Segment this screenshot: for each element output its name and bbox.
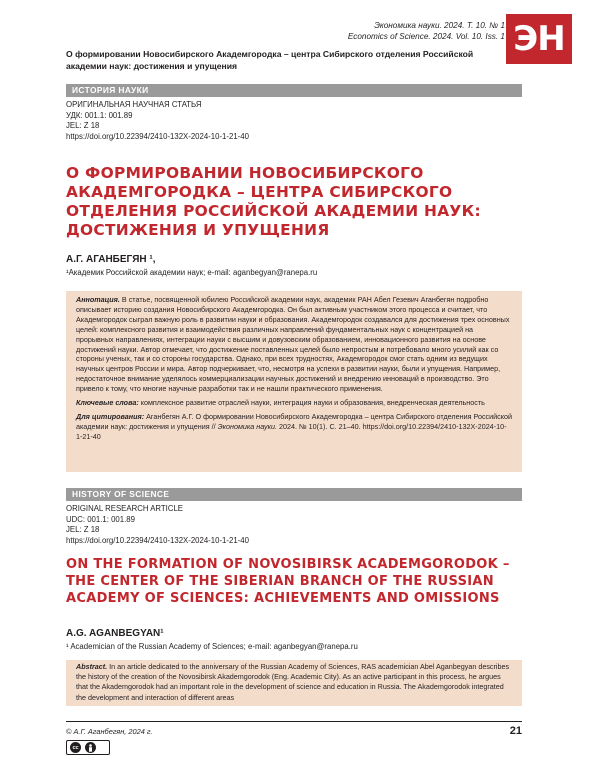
abstract-box-en xyxy=(66,660,522,706)
article-title-en: ON THE FORMATION OF NOVOSIBIRSK ACADEMGORODOK – THE CENTER OF THE SIBERIAN BRANCH OF THE RUSSIAN ACADEMY OF SCIENCES: ACHIEVEMENTS AND OMISSIONS xyxy=(66,557,510,606)
section-bar-ru: ИСТОРИЯ НАУКИ xyxy=(66,84,522,97)
udc-code: УДК: 001.1: 001.89 xyxy=(66,110,133,120)
author-name-ru: А.Г. АГАНБЕГЯН ¹, xyxy=(66,254,156,265)
cc-logo-icon: cc xyxy=(70,742,81,753)
citation-label: Для цитирования: xyxy=(76,411,145,421)
page-number: 21 xyxy=(509,725,522,737)
person-icon xyxy=(85,742,96,753)
citation-tail: 2024. № 10(1). С. 21–40. https://doi.org/10.22394/2410-132X-2024-10-1-21-40 xyxy=(76,421,507,441)
jel-code: JEL: Z 18 xyxy=(66,121,100,130)
journal-name-en: Economics of Science. 2024. Vol. 10. Iss. 1 xyxy=(347,32,505,41)
footer-divider xyxy=(66,721,522,722)
keywords-ru xyxy=(76,398,512,408)
abstract-ru xyxy=(76,295,512,394)
udc-code-en: UDC: 001.1: 001.89 xyxy=(66,514,135,524)
jel-code-en: JEL: Z 18 xyxy=(66,525,100,534)
article-type: ОРИГИНАЛЬНАЯ НАУЧНАЯ СТАТЬЯ xyxy=(66,100,202,109)
citation-text: Аганбегян А.Г. О формировании Новосибирского Академгородка – центра Сибирского отделения Российской академии наук: достижения и упущения // xyxy=(76,411,512,431)
doi-link[interactable]: https://doi.org/10.22394/2410-132X-2024-10-1-21-40 xyxy=(66,131,249,141)
author-name-en: A.G. AGANBEGYAN¹ xyxy=(66,628,164,639)
copyright-notice: © А.Г. Аганбегян, 2024 г. xyxy=(66,727,153,736)
doi-link-en[interactable]: https://doi.org/10.22394/2410-132X-2024-10-1-21-40 xyxy=(66,535,249,545)
citation-journal: Экономика науки. xyxy=(217,421,277,431)
abstract-label: Аннотация. xyxy=(76,295,120,304)
author-affiliation-ru: ¹Академик Российской академии наук; e-mail: aganbegyan@ranepa.ru xyxy=(66,268,318,277)
abstract-text: В статье, посвященной юбилею Российской академии наук, академик РАН Абел Гезевич Аганбегян подробно описывает историю создания Новосибирского Академгородка. Он был активным участником этого процесса и считает, что Академгородок сыграл важную роль в развитии науки и образования. Академгородок создавался для достижения трех основных целей: комплексного развития и взаимодействия различных направлений фундаментальных наук с концентрацией на прорывных направлениях, интеграции науки с высшим и довузовским образованием, инновационного развития на основе достижений науки. Автор отмечает, что достижение поставленных целей было непростым и потребовало много усилий как со стороны ученых, так и со стороны государства. Однако, при всех трудностях, Академгородок смог стать одним из ведущих научных центров России и мира. Автор подчеркивает, что, несмотря на успехи в развитии науки, были и упущения. Например, недостаточное внимание уделялось коммерциализации научных достижений и внедрению инноваций в производство. Это привело к тому, что многие научные разработки так и не нашли практического применения. xyxy=(76,295,510,394)
article-title-ru: О ФОРМИРОВАНИИ НОВОСИБИРСКОГО АКАДЕМГОРОДКА – ЦЕНТРА СИБИРСКОГО ОТДЕЛЕНИЯ РОССИЙСКОЙ АКАДЕМИИ НАУК: ДОСТИЖЕНИЯ И УПУЩЕНИЯ xyxy=(66,164,481,239)
article-type-en: ORIGINAL RESEARCH ARTICLE xyxy=(66,504,183,513)
abstract-label-en: Abstract. xyxy=(76,662,108,671)
keywords-text: комплексное развитие отраслей науки, интеграция науки и образования, внедренческая деятельность xyxy=(138,398,485,408)
section-bar-en: HISTORY OF SCIENCE xyxy=(66,488,522,501)
citation-ru xyxy=(76,412,512,442)
journal-name-ru: Экономика науки. 2024. Т. 10. № 1 xyxy=(374,21,505,30)
abstract-text-en: In an article dedicated to the anniversary of the Russian Academy of Sciences, RAS academician Abel Aganbegyan describes the history of the creation of the Novosibirsk Akademgorodok (Eng. Academic City). As an active participant in this process, he argues that the Akademgorodok had an important role in the development of science and education in Russia. The Akademgorodok integrated the development and interaction of different areas xyxy=(76,662,510,702)
abstract-box-ru xyxy=(66,291,522,472)
running-title: О формировании Новосибирского Академгородка – центра Сибирского отделения Российской академии наук: достижения и упущения xyxy=(66,49,474,71)
article-meta-ru xyxy=(66,100,249,142)
journal-logo: ЭН xyxy=(506,14,572,64)
article-meta-en xyxy=(66,504,249,546)
journal-header xyxy=(348,20,505,42)
keywords-label: Ключевые слова: xyxy=(76,398,139,408)
cc-by-icon[interactable] xyxy=(66,740,110,755)
author-affiliation-en: ¹ Academician of the Russian Academy of Sciences; e-mail: aganbegyan@ranepa.ru xyxy=(66,642,358,651)
